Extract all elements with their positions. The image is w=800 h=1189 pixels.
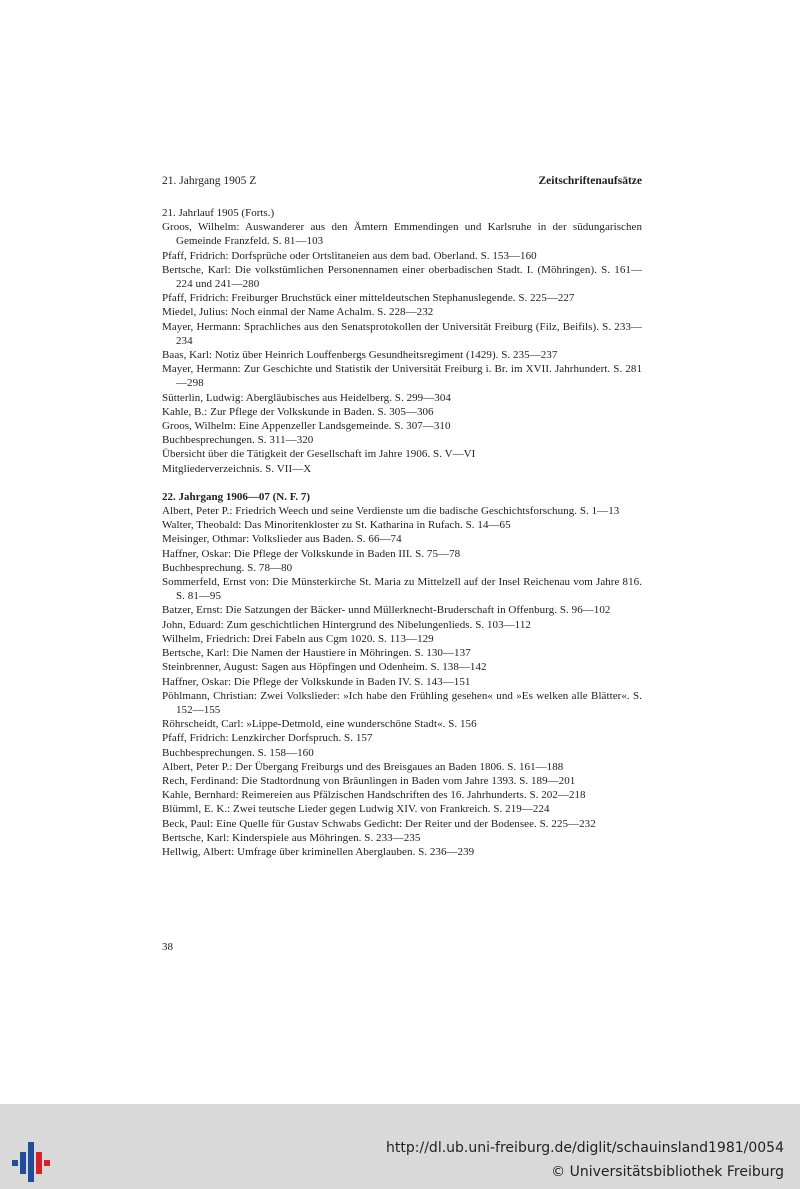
bibliography-entry: Mayer, Hermann: Zur Geschichte und Statistik der Universität Freiburg i. Br. im XVII. Jahrhundert. S. 281—298 xyxy=(162,363,642,390)
bibliography-entry: Pfaff, Fridrich: Freiburger Bruchstück einer mitteldeutschen Stephanuslegende. S. 225—227 xyxy=(162,292,575,305)
bibliography-entry: Haffner, Oskar: Die Pflege der Volkskunde in Baden IV. S. 143—151 xyxy=(162,675,471,688)
section-title: 21. Jahrlauf 1905 (Forts.) xyxy=(162,207,275,219)
bibliography-entry: Buchbesprechungen. S. 158—160 xyxy=(162,746,314,759)
bibliography-entry: Bertsche, Karl: Die Namen der Haustiere in Möhringen. S. 130—137 xyxy=(162,647,471,660)
bibliography-entry: Kahle, Bernhard: Reimereien aus Pfälzischen Handschriften des 16. Jahrhunderts. S. 202—218 xyxy=(162,789,586,802)
bibliography-entry: Beck, Paul: Eine Quelle für Gustav Schwabs Gedicht: Der Reiter und der Bodensee. S. 225—232 xyxy=(162,817,596,830)
section-title: 22. Jahrgang 1906—07 (N. F. 7) xyxy=(162,490,311,503)
bibliography-list xyxy=(162,206,642,859)
bibliography-entry: John, Eduard: Zum geschichtlichen Hintergrund des Nibelungenlieds. S. 103—112 xyxy=(162,618,531,631)
bibliography-entry: Pfaff, Fridrich: Dorfsprüche oder Ortslitaneien aus dem bad. Oberland. S. 153—160 xyxy=(162,249,537,262)
bibliography-entry: Kahle, B.: Zur Pflege der Volkskunde in Baden. S. 305—306 xyxy=(162,405,434,418)
bibliography-entry: Sommerfeld, Ernst von: Die Münsterkirche St. Maria zu Mittelzell auf der Insel Reichenau vom Jahre 816. S. 81—95 xyxy=(162,576,642,603)
bibliography-entry: Baas, Karl: Notiz über Heinrich Louffenbergs Gesundheitsregiment (1429). S. 235—237 xyxy=(162,349,558,362)
bibliography-entry: Sütterlin, Ludwig: Abergläubisches aus Heidelberg. S. 299—304 xyxy=(162,391,451,404)
bibliography-entry: Albert, Peter P.: Der Übergang Freiburgs und des Breisgaues an Baden 1806. S. 161—188 xyxy=(162,760,564,773)
running-head-left: 21. Jahrgang 1905 Z xyxy=(162,175,257,187)
bibliography-entry: Buchbesprechungen. S. 311—320 xyxy=(162,434,314,447)
bibliography-entry: Walter, Theobald: Das Minoritenkloster zu St. Katharina in Rufach. S. 14—65 xyxy=(162,519,511,532)
running-head-right: Zeitschriftenaufsätze xyxy=(538,175,642,187)
bibliography-entry: Pöhlmann, Christian: Zwei Volkslieder: »Ich habe den Frühling gesehen« und »Es welken alle Blätter«. S. 152—155 xyxy=(162,689,642,716)
bibliography-entry: Batzer, Ernst: Die Satzungen der Bäcker- unnd Müllerknecht-Bruderschaft in Offenburg. S. 96—102 xyxy=(162,604,611,617)
bibliography-entry: Röhrscheidt, Carl: »Lippe-Detmold, eine wunderschöne Stadt«. S. 156 xyxy=(162,718,477,731)
page-number: 38 xyxy=(162,941,173,953)
bibliography-entry: Buchbesprechung. S. 78—80 xyxy=(162,561,293,574)
copyright-notice: © Universitätsbibliothek Freiburg xyxy=(551,1164,784,1180)
section-2 xyxy=(162,490,642,859)
ub-freiburg-logo-icon xyxy=(10,1138,52,1186)
source-url[interactable]: http://dl.ub.uni-freiburg.de/diglit/schauinsland1981/0054 xyxy=(386,1140,784,1156)
section-1 xyxy=(162,206,642,476)
bibliography-entry: Groos, Wilhelm: Eine Appenzeller Landsgemeinde. S. 307—310 xyxy=(162,420,451,433)
bibliography-entry: Miedel, Julius: Noch einmal der Name Achalm. S. 228—232 xyxy=(162,306,434,319)
bibliography-entry: Wilhelm, Friedrich: Drei Fabeln aus Cgm 1020. S. 113—129 xyxy=(162,632,434,645)
bibliography-entry: Blümml, E. K.: Zwei teutsche Lieder gegen Ludwig XIV. von Frankreich. S. 219—224 xyxy=(162,803,550,816)
bibliography-entry: Übersicht über die Tätigkeit der Gesellschaft im Jahre 1906. S. V—VI xyxy=(162,448,476,461)
bibliography-entry: Haffner, Oskar: Die Pflege der Volkskunde in Baden III. S. 75—78 xyxy=(162,547,461,560)
bibliography-entry: Meisinger, Othmar: Volkslieder aus Baden. S. 66—74 xyxy=(162,533,402,546)
bibliography-entry: Pfaff, Fridrich: Lenzkircher Dorfspruch. S. 157 xyxy=(162,732,373,745)
bibliography-entry: Steinbrenner, August: Sagen aus Höpfingen und Odenheim. S. 138—142 xyxy=(162,661,487,674)
bibliography-entry: Rech, Ferdinand: Die Stadtordnung von Bräunlingen in Baden vom Jahre 1393. S. 189—201 xyxy=(162,774,576,787)
bibliography-entry: Mitgliederverzeichnis. S. VII—X xyxy=(162,462,312,475)
bibliography-entry: Albert, Peter P.: Friedrich Weech und seine Verdienste um die badische Geschichtsforschung. S. 1—13 xyxy=(162,505,620,518)
bibliography-entry: Bertsche, Karl: Die volkstümlichen Personennamen einer oberbadischen Stadt. I. (Möhringen). S. 161—224 und 241—280 xyxy=(162,263,642,291)
bibliography-entry: Hellwig, Albert: Umfrage über kriminellen Aberglauben. S. 236—239 xyxy=(162,845,475,858)
bibliography-entry: Bertsche, Karl: Kinderspiele aus Möhringen. S. 233—235 xyxy=(162,831,421,844)
bibliography-entry: Mayer, Hermann: Sprachliches aus den Senatsprotokollen der Universität Freiburg (Filz, Beifils). S. 233—234 xyxy=(162,320,642,347)
bibliography-entry: Groos, Wilhelm: Auswanderer aus den Ämtern Emmendingen und Karlsruhe in der südungarischen Gemeinde Franzfeld. S. 81—103 xyxy=(162,221,642,248)
